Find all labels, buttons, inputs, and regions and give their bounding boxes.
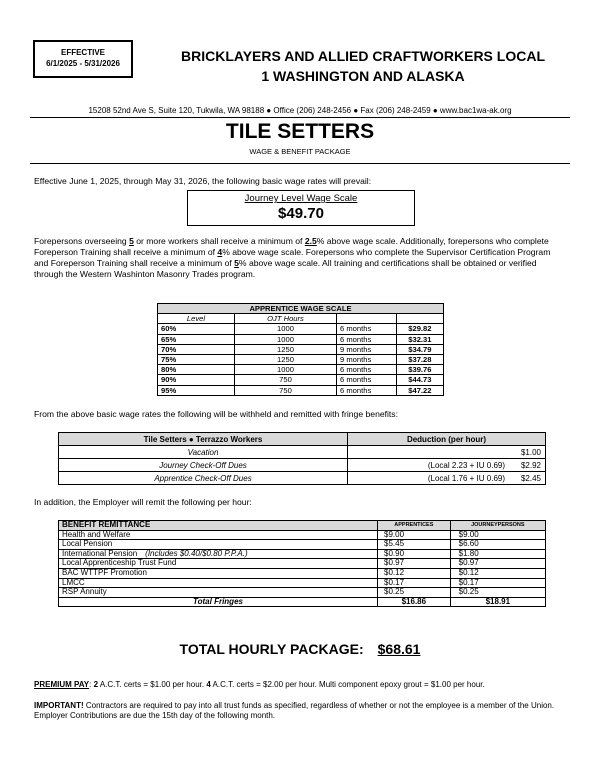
benefit-journey-amount: $9.00 bbox=[450, 530, 545, 540]
deduction-row bbox=[59, 472, 546, 485]
benefit-name-cell bbox=[59, 578, 378, 588]
apprentice-level: 90% bbox=[158, 375, 235, 385]
benefit-journey-amount: $0.97 bbox=[450, 559, 545, 569]
benefit-name: Local Pension bbox=[62, 539, 113, 549]
union-line-1: BRICKLAYERS AND ALLIED CRAFTWORKERS LOCAL bbox=[181, 48, 545, 64]
apprentice-level: 75% bbox=[158, 354, 235, 364]
benefit-apprentice-amount: $9.00 bbox=[378, 530, 451, 540]
apprentice-period: 6 months bbox=[337, 334, 397, 344]
union-name bbox=[148, 46, 578, 86]
benefit-name-cell bbox=[59, 530, 378, 540]
apprentice-hours: 1000 bbox=[235, 334, 337, 344]
benefit-name-cell bbox=[59, 540, 378, 550]
apprentice-hours: 750 bbox=[235, 375, 337, 385]
benefit-journey-amount: $6.60 bbox=[450, 540, 545, 550]
apprentice-period: 6 months bbox=[337, 375, 397, 385]
benefit-name-cell bbox=[59, 559, 378, 569]
benefit-journey-amount: $0.12 bbox=[450, 568, 545, 578]
deductions-col-trade: Tile Setters ● Terrazzo Workers bbox=[59, 433, 348, 446]
total-package-label: TOTAL HOURLY PACKAGE: bbox=[179, 641, 364, 657]
deduction-detail bbox=[348, 446, 510, 459]
apprentice-rate: $34.79 bbox=[396, 344, 443, 354]
premium-text-2: A.C.T. certs = $1.00 per hour. bbox=[98, 680, 207, 689]
benefit-name: RSP Annuity bbox=[62, 587, 107, 597]
employer-text: In addition, the Employer will remit the following per hour: bbox=[34, 497, 252, 507]
benefit-apprentice-amount: $0.17 bbox=[378, 578, 451, 588]
benefit-journey-amount: $0.17 bbox=[450, 578, 545, 588]
benefit-name: Local Apprenticeship Trust Fund bbox=[62, 558, 177, 568]
apprentice-rate: $37.28 bbox=[396, 354, 443, 364]
intro-text: Effective June 1, 2025, through May 31, 2026, the following basic wage rates will prevail: bbox=[34, 176, 372, 186]
benefit-apprentice-amount: $0.25 bbox=[378, 588, 451, 598]
apprentice-hours: 1250 bbox=[235, 354, 337, 364]
benefit-row bbox=[59, 568, 546, 578]
premium-text-1: : bbox=[89, 680, 94, 689]
benefit-col-apprentices: APPRENTICES bbox=[378, 521, 451, 531]
fp-text-e: % above wage scale. All training and certifications shall be obtained or verified through the Western Washinton Masonry Trades program. bbox=[34, 258, 537, 279]
header-rule-bottom bbox=[30, 163, 570, 164]
benefit-name: LMCC bbox=[62, 577, 85, 587]
premium-pay-note bbox=[34, 680, 569, 690]
deductions-col-amount: Deduction (per hour) bbox=[348, 433, 546, 446]
benefit-name-cell bbox=[59, 588, 378, 598]
fp-percent-training: 4 bbox=[217, 247, 223, 257]
benefit-row bbox=[59, 559, 546, 569]
benefit-col-journeypersons: JOURNEYPERSONS bbox=[450, 521, 545, 531]
apprentice-period: 9 months bbox=[337, 354, 397, 364]
apprentice-col-ojt: OJT Hours bbox=[235, 314, 337, 324]
apprentice-period: 6 months bbox=[337, 385, 397, 395]
benefit-row bbox=[59, 530, 546, 540]
apprentice-row bbox=[158, 334, 444, 344]
premium-label: PREMIUM PAY bbox=[34, 680, 90, 689]
apprentice-row bbox=[158, 375, 444, 385]
apprentice-row bbox=[158, 385, 444, 395]
benefit-name: BAC WTTPF Promotion bbox=[62, 568, 147, 578]
apprentice-row bbox=[158, 365, 444, 375]
benefit-name-cell bbox=[59, 549, 378, 559]
apprentice-hours: 1250 bbox=[235, 344, 337, 354]
fp-text-c: % above wage scale. Additionally, forepersons who complete Foreperson Training shall receive a minimum of bbox=[34, 236, 549, 257]
premium-n1: 2 bbox=[93, 680, 99, 689]
deduction-detail: (Local 2.23 + IU 0.69) bbox=[348, 459, 510, 472]
withheld-text: From the above basic wage rates the following will be withheld and remitted with fringe benefits: bbox=[34, 409, 398, 419]
benefit-journey-amount: $1.80 bbox=[450, 549, 545, 559]
address-line: 15208 52nd Ave S, Suite 120, Tukwila, WA 98188 ● Office (206) 248-2456 ● Fax (206) 248-2459 ● www.bac1wa-ak.org bbox=[88, 106, 512, 115]
fp-text-a: Forepersons overseeing bbox=[34, 236, 130, 246]
deduction-row bbox=[59, 446, 546, 459]
page-subtitle: WAGE & BENEFIT PACKAGE bbox=[249, 147, 351, 156]
total-package-amount: $68.61 bbox=[377, 641, 421, 657]
benefit-apprentice-amount: $0.90 bbox=[378, 549, 451, 559]
benefit-row bbox=[59, 549, 546, 559]
benefit-remittance-table bbox=[58, 520, 546, 607]
effective-dates: 6/1/2025 - 5/31/2026 bbox=[46, 59, 120, 68]
journey-wage-label: Journey Level Wage Scale bbox=[244, 193, 358, 204]
deduction-amount: $1.00 bbox=[509, 446, 546, 459]
apprentice-level: 70% bbox=[158, 344, 235, 354]
benefit-apprentice-amount: $5.45 bbox=[378, 540, 451, 550]
apprentice-row bbox=[158, 354, 444, 364]
apprentice-level: 65% bbox=[158, 334, 235, 344]
effective-label: EFFECTIVE bbox=[60, 48, 105, 57]
apprentice-period: 9 months bbox=[337, 344, 397, 354]
fp-workers-count: 5 bbox=[129, 236, 134, 246]
total-fringes-label: Total Fringes bbox=[59, 597, 378, 607]
apprentice-rate: $47.22 bbox=[396, 385, 443, 395]
fp-text-d: % above wage scale. Forepersons who complete the Supervisor Certification Program and Foreperson Training shall receive a minimum of bbox=[34, 247, 551, 268]
apprentice-hours: 750 bbox=[235, 385, 337, 395]
deduction-name: Vacation bbox=[59, 446, 348, 459]
fp-percent-supervisor: 5 bbox=[234, 258, 239, 268]
apprentice-col-level: Level bbox=[158, 314, 235, 324]
apprentice-rate: $44.73 bbox=[396, 375, 443, 385]
premium-n2: 4 bbox=[206, 680, 211, 689]
header-rule-top bbox=[30, 117, 570, 118]
union-line-2: 1 WASHINGTON AND ALASKA bbox=[261, 68, 465, 84]
premium-text-3: A.C.T. certs = $2.00 per hour. Multi component epoxy grout = $1.00 per hour. bbox=[210, 680, 485, 689]
apprentice-period: 6 months bbox=[337, 365, 397, 375]
total-fringes-apprentice: $16.86 bbox=[378, 597, 451, 607]
deductions-table bbox=[58, 432, 546, 485]
benefit-name: Health and Welfare bbox=[62, 529, 131, 539]
benefit-name: International Pension bbox=[62, 548, 138, 558]
apprentice-hours: 1000 bbox=[235, 365, 337, 375]
journey-wage-rate: $49.70 bbox=[278, 205, 324, 222]
benefit-name-cell bbox=[59, 568, 378, 578]
important-label: IMPORTANT! bbox=[34, 701, 84, 710]
total-hourly-package bbox=[0, 641, 600, 657]
benefit-note: (Includes $0.40/$0.80 P.P.A.) bbox=[145, 548, 248, 558]
deduction-detail: (Local 1.76 + IU 0.69) bbox=[348, 472, 510, 485]
foreperson-paragraph bbox=[34, 236, 564, 280]
deduction-row bbox=[59, 459, 546, 472]
apprentice-period: 6 months bbox=[337, 324, 397, 334]
apprentice-rate: $29.82 bbox=[396, 324, 443, 334]
benefit-row bbox=[59, 578, 546, 588]
page-title: TILE SETTERS bbox=[225, 120, 375, 143]
benefit-row bbox=[59, 588, 546, 598]
journey-wage-box bbox=[187, 190, 415, 226]
deduction-name: Journey Check-Off Dues bbox=[59, 459, 348, 472]
benefit-apprentice-amount: $0.12 bbox=[378, 568, 451, 578]
apprentice-rate: $39.76 bbox=[396, 365, 443, 375]
fp-percent-base: 2.5 bbox=[304, 236, 317, 246]
benefit-apprentice-amount: $0.97 bbox=[378, 559, 451, 569]
important-text: Contractors are required to pay into all trust funds as specified, regardless of whether or not the employee is a member of the Union. Employer Contributions are due the 15th day of the following month. bbox=[34, 701, 555, 720]
apprentice-row bbox=[158, 324, 444, 334]
apprentice-hours: 1000 bbox=[235, 324, 337, 334]
benefit-col-name: BENEFIT REMITTANCE bbox=[59, 521, 378, 531]
total-fringes-journey: $18.91 bbox=[450, 597, 545, 607]
deduction-amount: $2.45 bbox=[509, 472, 546, 485]
deduction-name: Apprentice Check-Off Dues bbox=[59, 472, 348, 485]
apprentice-table-title: APPRENTICE WAGE SCALE bbox=[158, 304, 444, 314]
fp-text-b: or more workers shall receive a minimum of bbox=[133, 236, 305, 246]
benefit-journey-amount: $0.25 bbox=[450, 588, 545, 598]
apprentice-level: 60% bbox=[158, 324, 235, 334]
apprentice-wage-table bbox=[157, 303, 444, 396]
apprentice-rate: $32.31 bbox=[396, 334, 443, 344]
benefit-row bbox=[59, 540, 546, 550]
deduction-amount: $2.92 bbox=[509, 459, 546, 472]
apprentice-level: 80% bbox=[158, 365, 235, 375]
apprentice-row bbox=[158, 344, 444, 354]
important-note bbox=[34, 701, 569, 721]
apprentice-level: 95% bbox=[158, 385, 235, 395]
effective-date-box bbox=[33, 40, 133, 78]
